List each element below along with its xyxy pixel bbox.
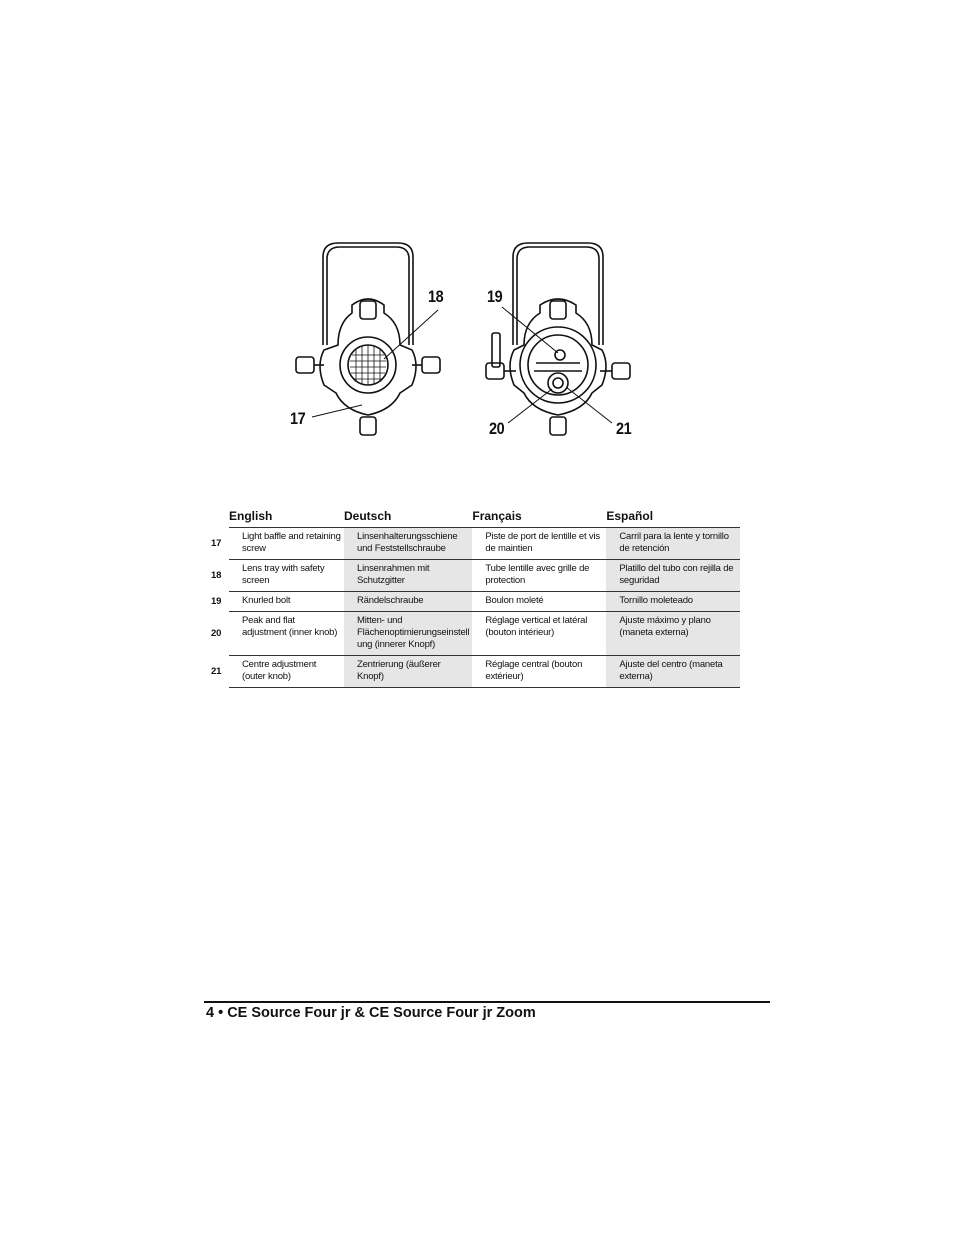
cell-deutsch: Linsenhalterungsschiene und Feststellschraube — [344, 528, 472, 560]
table-header-row — [204, 507, 740, 528]
callout-18: 18 — [428, 287, 444, 306]
fixture-drawings — [280, 235, 660, 455]
cell-espanol: Tornillo moleteado — [606, 592, 740, 612]
cell-espanol: Carril para la lente y tornillo de retención — [606, 528, 740, 560]
cell-francais: Réglage central (bouton extérieur) — [472, 656, 606, 688]
callout-19: 19 — [487, 287, 503, 306]
callout-20: 20 — [489, 419, 505, 438]
cell-deutsch: Rändelschraube — [344, 592, 472, 612]
callout-21: 21 — [616, 419, 632, 438]
cell-english: Lens tray with safety screen — [229, 560, 344, 592]
header-deutsch: Deutsch — [344, 507, 472, 528]
cell-francais: Tube lentille avec grille de protection — [472, 560, 606, 592]
table-row — [204, 560, 740, 592]
footer-rule — [204, 1001, 770, 1003]
cell-francais: Piste de port de lentille et vis de maintien — [472, 528, 606, 560]
cell-deutsch: Mitten- und Flächenoptimierungseinstell ung (innerer Knopf) — [344, 612, 472, 656]
row-number: 20 — [211, 627, 222, 639]
row-number: 19 — [211, 595, 222, 607]
cell-deutsch: Zentrierung (äußerer Knopf) — [344, 656, 472, 688]
cell-english: Knurled bolt — [229, 592, 344, 612]
header-num — [204, 507, 229, 528]
table-row — [204, 528, 740, 560]
right-body — [510, 299, 606, 415]
cell-english: Peak and flat adjustment (inner knob) — [229, 612, 344, 656]
cell-english: Light baffle and retaining screw — [229, 528, 344, 560]
cell-francais: Boulon moleté — [472, 592, 606, 612]
cell-deutsch: Linsenrahmen mit Schutzgitter — [344, 560, 472, 592]
left-yoke — [323, 243, 413, 345]
row-number: 18 — [211, 569, 222, 581]
footer-page-title: 4 • CE Source Four jr & CE Source Four jr Zoom — [206, 1005, 536, 1021]
cell-espanol: Platillo del tubo con rejilla de seguridad — [606, 560, 740, 592]
row-number: 17 — [211, 537, 222, 549]
table-row — [204, 592, 740, 612]
header-francais: Français — [472, 507, 606, 528]
cell-english: Centre adjustment (outer knob) — [229, 656, 344, 688]
fixture-illustration — [280, 235, 660, 455]
row-number: 21 — [211, 665, 222, 677]
header-espanol: Español — [606, 507, 740, 528]
callout-17: 17 — [290, 409, 306, 428]
table-row — [204, 656, 740, 688]
table-row — [204, 612, 740, 656]
cell-espanol: Ajuste del centro (maneta externa) — [606, 656, 740, 688]
parts-table — [204, 507, 740, 688]
left-safety-screen — [350, 345, 386, 385]
cell-francais: Réglage vertical et latéral (bouton intérieur) — [472, 612, 606, 656]
cell-espanol: Ajuste máximo y plano (maneta externa) — [606, 612, 740, 656]
header-english: English — [229, 507, 344, 528]
